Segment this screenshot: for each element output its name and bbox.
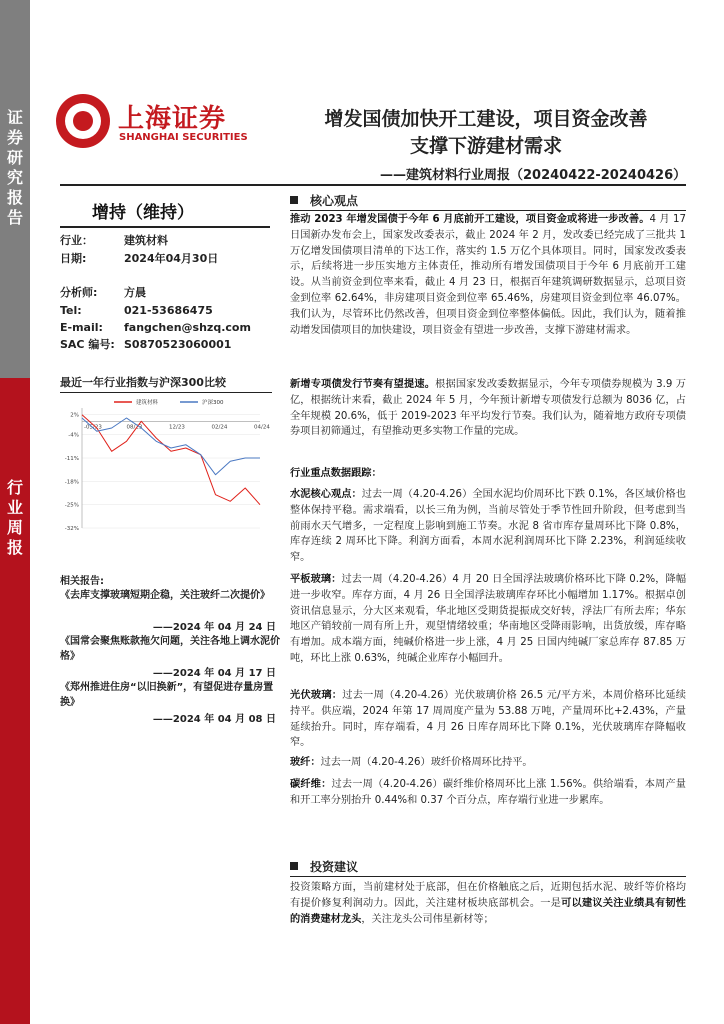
y-tick-label: -18% [64, 479, 79, 486]
section-square-icon [290, 196, 298, 204]
investment-heading: 投资建议 [290, 858, 358, 875]
report-title-line2: 支撑下游建材需求 [409, 135, 562, 157]
related-report-date: ——2024 年 04 月 24 日 [152, 622, 276, 633]
related-report-date: ——2024 年 04 月 08 日 [152, 714, 276, 725]
index-comparison-chart [60, 396, 270, 536]
chart-legend [114, 398, 224, 406]
investment-divider [290, 876, 686, 877]
industry-label: 行业： [60, 234, 93, 247]
related-reports-heading: 相关报告: [60, 576, 104, 587]
date-label: 日期: [60, 252, 87, 265]
email-value: fangchen@shzq.com [124, 321, 251, 334]
report-type-label: 证券研究报告 [6, 108, 23, 227]
core-view-divider [290, 210, 686, 211]
paragraph-pv-glass: 光伏玻璃：过去一周（4.20-4.26）光伏玻璃价格 26.5 元/平方米，本周价格环比延续持平。供应端，2024 年第 17 周周度产量为 53.88 万吨，产量周环比+2.43%，产量延续抬升。同时，库存端看，4 月 26 日库存周环比下降 0.1%，光伏玻璃库存降幅收窄。 [290, 690, 686, 749]
x-tick-label: 12/23 [169, 424, 185, 431]
paragraph-glass-fiber: 玻纤：过去一周（4.20-4.26）玻纤价格周环比持平。 [290, 757, 533, 768]
report-category-label: 行业周报 [6, 478, 23, 557]
paragraph-flat-glass: 平板玻璃：过去一周（4.20-4.26）4 月 20 日全国浮法玻璃价格环比下降 0.2%，降幅进一步收窄。库存方面，4 月 26 日全国浮法玻璃库存环比小幅增加 1.17%。根据卓创资讯信息显示，分大区来观看，华北地区受期货提振成交好转，浮法厂有所去库；华东地区产销较前一周有所上升，观望情绪较重；华南地区受降雨影响，出货放缓，库存略有增加。成本端方面，纯碱价格进一步上涨，4 月 25 日国内纯碱厂家总库存 87.85 万吨，环比上涨 0.63%，纯碱企业库存小幅回升。 [290, 574, 687, 664]
rating-divider [60, 226, 270, 228]
y-tick-label: -11% [64, 456, 79, 462]
sac-row [60, 336, 280, 354]
x-tick-label: 02/24 [211, 424, 228, 431]
logo-emblem-icon [56, 94, 110, 148]
industry-value: 建筑材料 [124, 234, 168, 247]
company-logo [56, 94, 256, 154]
related-report-title[interactable]: 《国常会聚焦账款拖欠问题，关注各地上调水泥价格》 [60, 636, 280, 662]
paragraph-carbon-fiber: 碳纤维：过去一周（4.20-4.26）碳纤维价格周环比上涨 1.56%。供给端看，本周产量和开工率分别抬升 0.44%和 0.37 个百分点，库存端行业进一步累库。 [290, 779, 686, 806]
x-tick-label: 08/23 [126, 424, 143, 431]
date-value: 2024年04月30日 [124, 252, 219, 265]
y-tick-label: -32% [64, 526, 79, 532]
tel-value: 021-53686475 [124, 304, 213, 317]
related-report-title[interactable]: 《去库支撑玻璃短期企稳，关注玻纤二次提价》 [60, 590, 270, 601]
related-report-date: ——2024 年 04 月 17 日 [152, 668, 276, 679]
paragraph-special-bonds: 新增专项债发行节奏有望提速。根据国家发改委数据显示，今年专项债券规模为 3.9 万亿，根据统计来看，截止 2024 年 5 月，今年预计新增专项债发行总额为 8036 亿，占全年规模 20.6%，低于 2019-2023 年平均发行节奏。我们认为，随着地方政府专项债券项目初筛通过，有望推动更多实物工作量的完成。 [290, 379, 686, 438]
analyst-row [60, 284, 280, 302]
paragraph-data-tracking-heading: 行业重点数据跟踪： [290, 468, 382, 479]
core-view-heading: 核心观点 [290, 192, 358, 209]
legend-label-industry: 建筑材料 [136, 400, 159, 406]
x-tick-label: -05/23 [84, 424, 102, 431]
sac-label: SAC 编号: [60, 338, 115, 351]
y-tick-label: -25% [64, 502, 79, 509]
paragraph-cement: 水泥核心观点：过去一周（4.20-4.26）全国水泥均价周环比下跌 0.1%，各区域价格也整体保持平稳。需求端看，以长三角为例，当前尽管处于季节性回升阶段，但考虑到当前雨水天气增多，一定程度上影响到施工节奏。水泥 8 省市库存量周环比下降 0.8%，库存连续 2 周环比下降。利润方面看，本周水泥利润周环比下降 2.23%，利润延续收窄。 [290, 489, 686, 564]
sac-value: S0870523060001 [124, 338, 232, 351]
email-label: E-mail: [60, 321, 103, 334]
tel-label: Tel: [60, 304, 82, 317]
chart-divider [60, 392, 272, 393]
paragraph-bond-funding: 推动 2023 年增发国债于今年 6 月底前开工建设，项目资金或将进一步改善。4 月 17 日国新办发布会上，国家发改委表示，截止 2024 年 2 月，发改委已经完成了三批共 1 万亿增发国债项目清单的下达工作，落实约 1.5 万亿个具体项目。同时，国家发改委表示，后续将进一步压实地方主体责任，推动所有增发国债项目于今年 6 月底前开工建设。从当前资金到位率来看，截止 4 月 23 日，根据百年建筑调研数据显示，总项目资金到位率 62.64%，非房建项目资金到位率 65.46%，房建项目资金到位率 46.07%。我们认为，尽管环比仍然改善，但项目资金到位率整体偏低。因此，我们认为，随着推动增发国债项目的加快建设，项目资金有望进一步改善，支撑下游建材需求。 [290, 214, 686, 336]
analyst-value: 方晨 [124, 286, 146, 299]
x-tick-label: 04/24 [254, 424, 270, 431]
report-subtitle: ——建筑材料行业周报（20240422-20240426） [380, 168, 687, 183]
rating: 增持（维持） [92, 203, 194, 223]
y-tick-label: -4% [68, 432, 79, 439]
section-square-icon [290, 862, 298, 870]
title-divider [60, 184, 686, 186]
sidebar-band-bottom [0, 378, 30, 1024]
analyst-label: 分析师: [60, 286, 98, 299]
email-row [60, 319, 280, 337]
paragraph-investment: 投资策略方面，当前建材处于底部，但在价格触底之后，近期包括水泥、玻纤等价格均有提价修复利润动力。因此，关注建材板块底部机会。一是可以建议关注业绩具有韧性的消费建材龙头，关注龙头公司伟星新材等； [290, 882, 686, 925]
chart-title: 最近一年行业指数与沪深300比较 [60, 376, 226, 389]
related-report-title[interactable]: 《郑州推进住房“以旧换新”，有望促进存量房置换》 [60, 682, 274, 708]
report-title-line1: 增发国债加快开工建设，项目资金改善 [324, 108, 648, 130]
logo-chinese-name: 上海证券 [118, 104, 227, 134]
logo-english-name: SHANGHAI SECURITIES [119, 132, 248, 143]
y-tick-label: 2% [70, 412, 79, 419]
tel-row [60, 302, 280, 320]
legend-label-hs300: 沪深300 [202, 400, 224, 406]
industry-row [60, 232, 280, 250]
date-row [60, 250, 280, 268]
